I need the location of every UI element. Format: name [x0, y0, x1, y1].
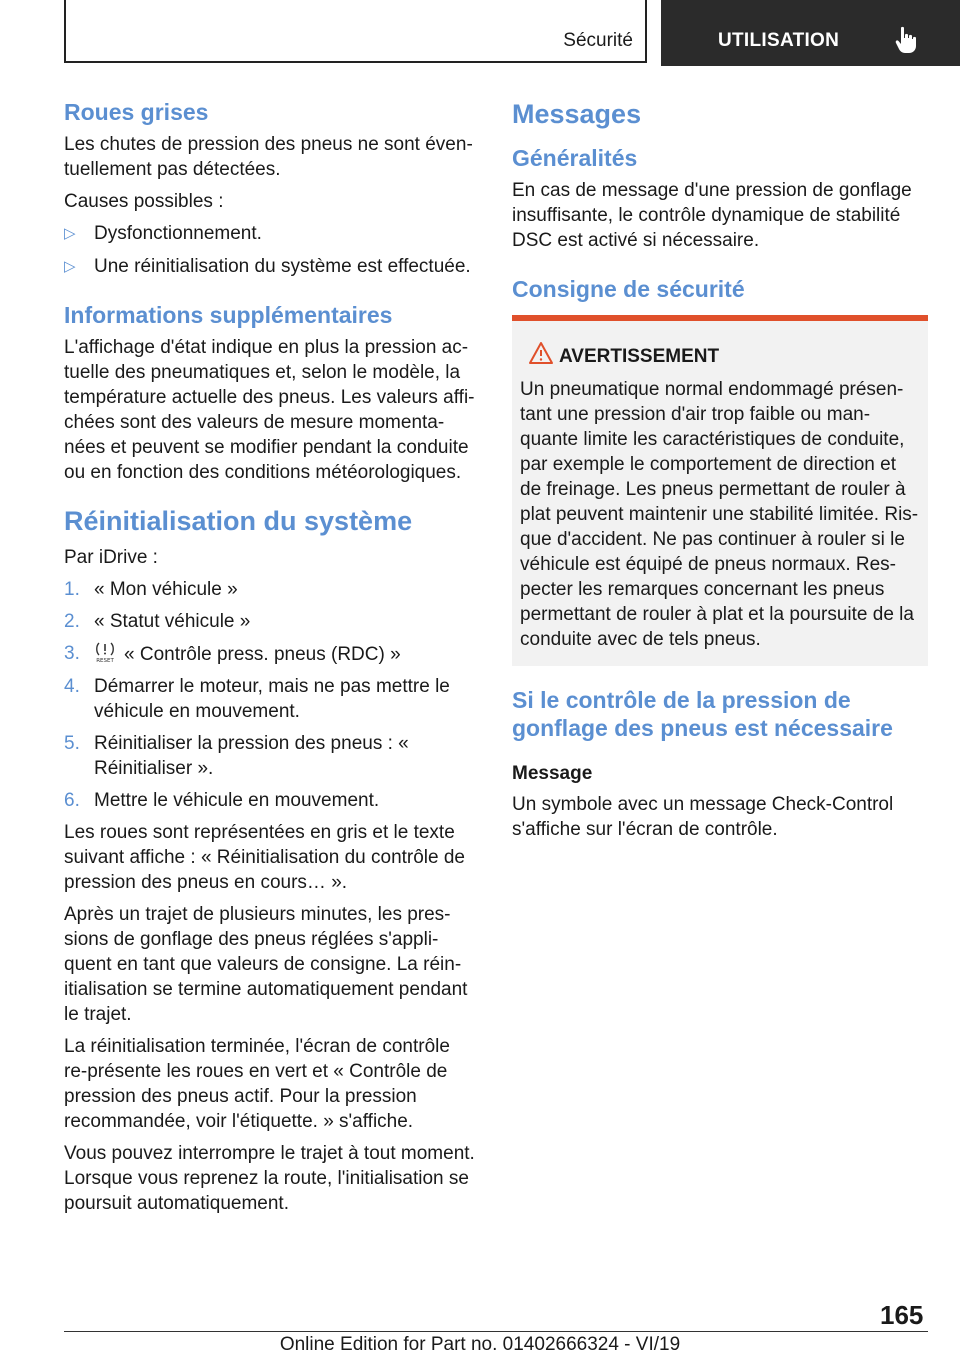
reinit-paragraph: Vous pouvez interrompre le trajet à tout moment. Lorsque vous reprenez la route, l'initialisation se poursuit automatiquement. — [64, 1143, 475, 1214]
step-number: 5. — [64, 733, 80, 754]
svg-text:RESET: RESET — [96, 658, 114, 663]
list-item — [64, 577, 478, 602]
warning-label: AVERTISSEMENT — [559, 346, 720, 367]
list-item — [64, 731, 478, 781]
list-item — [64, 641, 478, 667]
step-text: Démarrer le moteur, mais ne pas mettre le véhicule en mouvement. — [94, 676, 450, 722]
consigne-heading: Consigne de sécurité — [512, 276, 745, 302]
step-text: Mettre le véhicule en mouvement. — [94, 790, 380, 811]
step-number: 3. — [64, 643, 80, 664]
chapter-tab — [661, 0, 960, 66]
chapter-title: UTILISATION — [718, 30, 840, 51]
infos-heading: Informations supplémentaires — [64, 302, 393, 328]
roues-grises-text: Les chutes de pression des pneus ne sont éven-tuellement pas détectées. — [64, 134, 473, 180]
step-text: « Statut véhicule » — [94, 611, 251, 632]
causes-label: Causes possibles : — [64, 191, 224, 212]
step-number: 2. — [64, 611, 80, 632]
list-item — [64, 674, 478, 724]
section-tab — [64, 0, 647, 63]
triangle-right-icon: ▷ — [64, 258, 76, 275]
warning-box — [512, 315, 928, 666]
list-item — [64, 788, 478, 813]
generalites-text: En cas de message d'une pression de gonflage insuffisante, le contrôle dynamique de stabilité DSC est activé si nécessaire. — [512, 180, 912, 251]
step-text: « Contrôle press. pneus (RDC) » — [124, 644, 401, 665]
list-item — [64, 254, 478, 279]
generalites-heading: Généralités — [512, 145, 638, 171]
warning-triangle-icon — [528, 341, 554, 365]
step-number: 4. — [64, 676, 80, 697]
si-controle-heading: Si le contrôle de la pression de gonflage des pneus est nécessaire — [512, 687, 893, 741]
messages-heading: Messages — [512, 99, 642, 129]
message-text: Un symbole avec un message Check-Control s'affiche sur l'écran de contrôle. — [512, 794, 894, 840]
section-title: Sécurité — [563, 30, 633, 51]
step-text: Réinitialiser la pression des pneus : « Réinitialiser ». — [94, 733, 409, 779]
reinit-paragraph: La réinitialisation terminée, l'écran de contrôle re-présente les roues en vert et « Contrôle de pression des pneus actif. Pour la pression recommandée, voir l'étiquette. » s'affiche. — [64, 1036, 450, 1132]
bullet-text: Dysfonctionnement. — [94, 223, 262, 244]
triangle-right-icon: ▷ — [64, 225, 76, 242]
warning-header — [520, 345, 920, 369]
tire-pressure-reset-icon — [94, 641, 116, 663]
list-item — [64, 609, 478, 634]
right-column — [512, 98, 928, 849]
step-text: « Mon véhicule » — [94, 579, 238, 600]
page-number: 165 — [880, 1300, 924, 1330]
reinit-paragraph: Les roues sont représentées en gris et le texte suivant affiche : « Réinitialisation du contrôle de pression des pneus en cours… ». — [64, 822, 466, 893]
step-number: 6. — [64, 790, 80, 811]
list-item — [64, 221, 478, 246]
page-header — [0, 0, 960, 66]
edition-text: Online Edition for Part no. 01402666324 - VI/19 — [279, 1334, 681, 1355]
bullet-text: Une réinitialisation du système est effectuée. — [94, 256, 471, 277]
reinit-heading: Réinitialisation du système — [64, 506, 413, 536]
pointing-hand-icon — [895, 26, 917, 54]
reinit-intro: Par iDrive : — [64, 547, 158, 568]
step-number: 1. — [64, 579, 80, 600]
left-column — [64, 98, 478, 1223]
reinit-paragraph: Après un trajet de plusieurs minutes, les pres-sions de gonflage des pneus réglées s'appli-quent en tant que valeurs de consigne. La réin-itialisation se termine automatiquement pendant le trajet. — [64, 904, 468, 1025]
footer-divider — [64, 1331, 928, 1332]
infos-text: L'affichage d'état indique en plus la pression ac-tuelle des pneumatiques et, selon le modèle, la température actuelle des pneus. Les valeurs affi-chées sont des valeurs de mesure momenta-nées et peuvent se modifier pendant la conduite ou en fonction des conditions météorologiques. — [64, 337, 475, 483]
message-subheading: Message — [512, 763, 593, 784]
warning-text: Un pneumatique normal endommagé présen-tant une pression d'air trop faible ou man-quante limite les caractéristiques de conduite, par exemple le comportement de direction et de freinage. Les pneus permettant de rouler à plat peuvent maintenir une stabilité limitée. Ris-que d'accident. Ne pas continuer à rouler si le véhicule est équipé de pneus normaux. Res-pecter les remarques concernant les pneus permettant de rouler à plat et la poursuite de la conduite avec de tels pneus. — [520, 379, 919, 650]
roues-grises-heading: Roues grises — [64, 99, 209, 125]
